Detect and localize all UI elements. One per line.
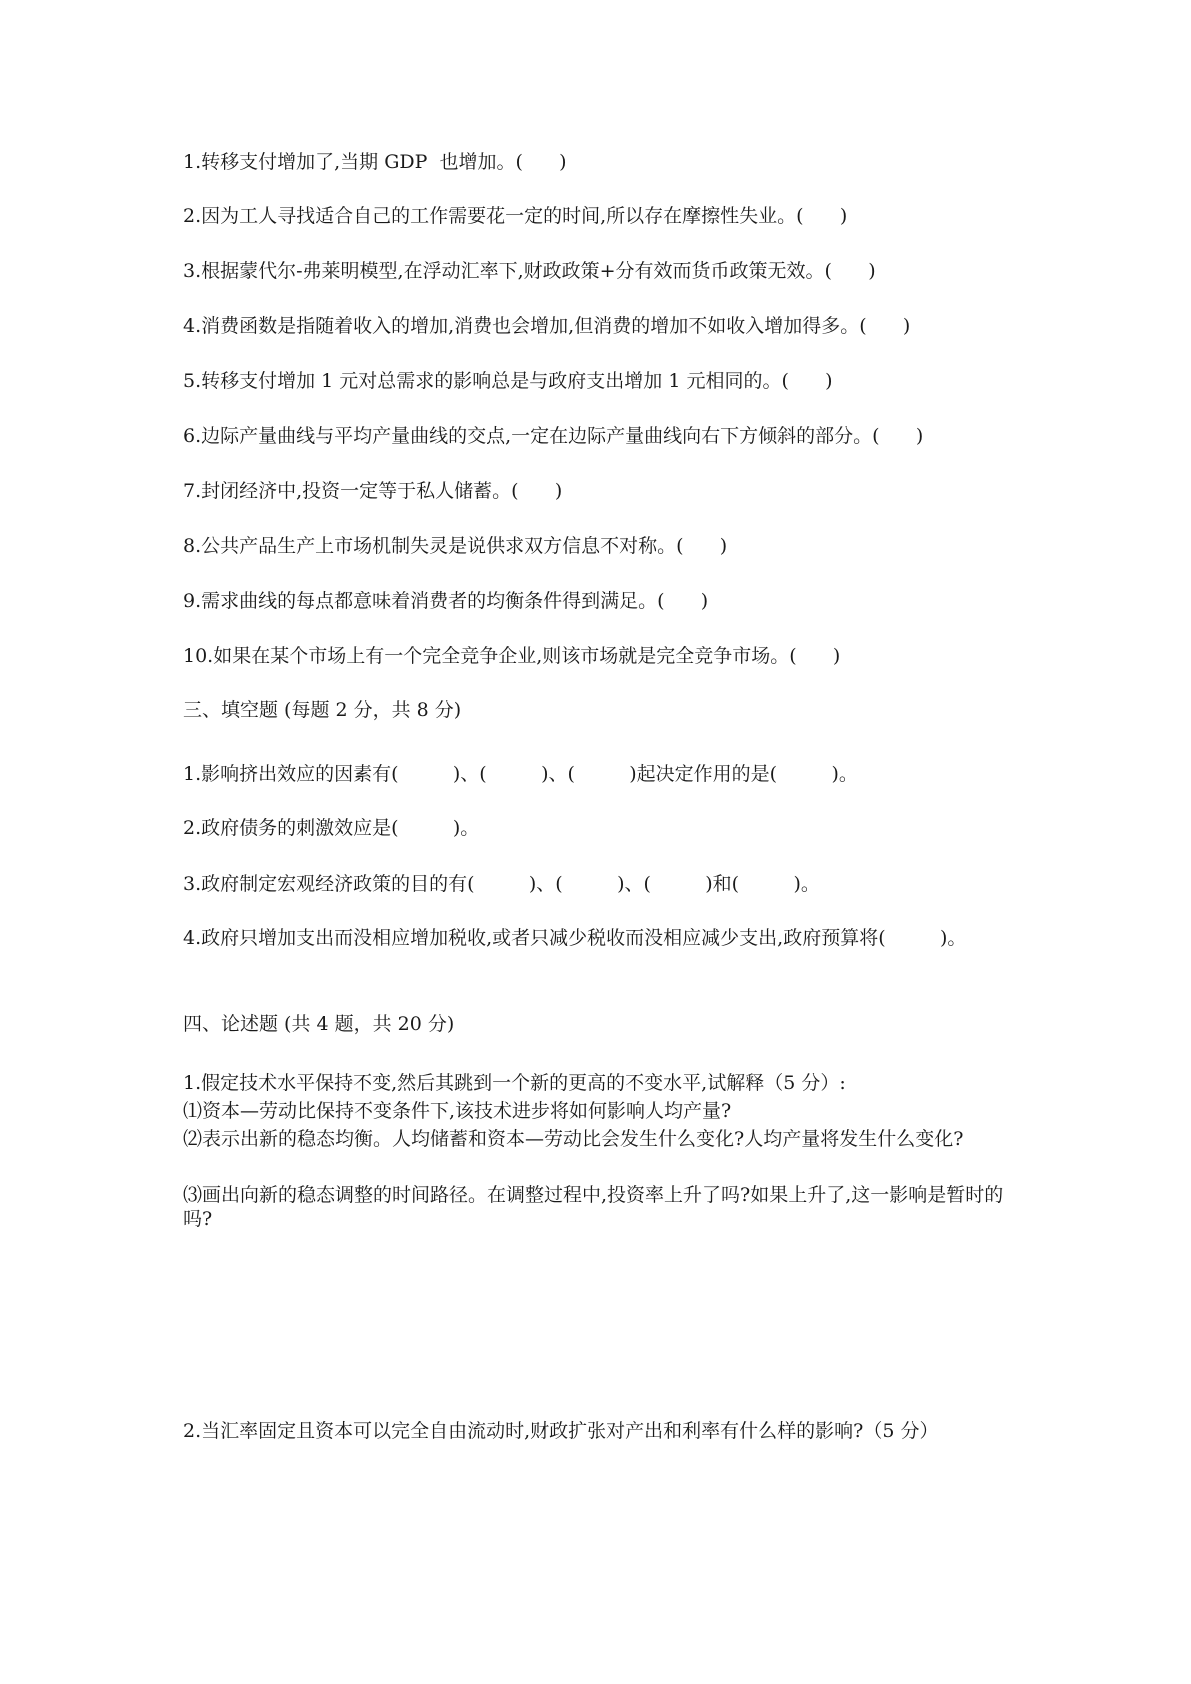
judge-question-8: 8.公共产品生产上市场机制失灵是说供求双方信息不对称。( ) (183, 535, 728, 557)
judge-question-4: 4.消费函数是指随着收入的增加,消费也会增加,但消费的增加不如收入增加得多。( ) (183, 315, 911, 337)
fill-question-1: 1.影响挤出效应的因素有( )、( )、( )起决定作用的是( )。 (183, 763, 858, 785)
judge-question-2: 2.因为工人寻找适合自己的工作需要花一定的时间,所以存在摩擦性失业。( ) (183, 205, 848, 227)
fill-question-2: 2.政府债务的刺激效应是( )。 (183, 817, 480, 839)
fill-question-4: 4.政府只增加支出而没相应增加税收,或者只减少税收而没相应减少支出,政府预算将( )。 (183, 927, 967, 949)
essay-question-1-part-3: ⑶画出向新的稳态调整的时间路径。在调整过程中,投资率上升了吗?如果上升了,这一影响是暂时的吗? (183, 1184, 1004, 1230)
fill-question-3: 3.政府制定宏观经济政策的目的有( )、( )、( )和( )。 (183, 873, 820, 895)
essay-question-1-stem: 1.假定技术水平保持不变,然后其跳到一个新的更高的不变水平,试解释（5 分）: (183, 1072, 846, 1094)
judge-question-5: 5.转移支付增加 1 元对总需求的影响总是与政府支出增加 1 元相同的。( ) (183, 370, 833, 392)
judge-question-9: 9.需求曲线的每点都意味着消费者的均衡条件得到满足。( ) (183, 590, 709, 612)
section4-heading: 四、论述题 (共 4 题，共 20 分) (183, 1013, 455, 1035)
judge-question-6: 6.边际产量曲线与平均产量曲线的交点,一定在边际产量曲线向右下方倾斜的部分。( ) (183, 425, 924, 447)
section3-heading: 三、填空题 (每题 2 分，共 8 分) (183, 699, 462, 721)
judge-question-10: 10.如果在某个市场上有一个完全竞争企业,则该市场就是完全竞争市场。( ) (183, 645, 841, 667)
essay-question-1-part-2: ⑵表示出新的稳态均衡。人均储蓄和资本—劳动比会发生什么变化?人均产量将发生什么变化? (183, 1128, 964, 1150)
judge-question-7: 7.封闭经济中,投资一定等于私人储蓄。( ) (183, 480, 563, 502)
judge-question-3: 3.根据蒙代尔-弗莱明模型,在浮动汇率下,财政政策+分有效而货币政策无效。( ) (183, 260, 876, 282)
essay-question-2: 2.当汇率固定且资本可以完全自由流动时,财政扩张对产出和利率有什么样的影响?（5 分） (183, 1420, 939, 1442)
essay-question-1-part-1: ⑴资本—劳动比保持不变条件下,该技术进步将如何影响人均产量? (183, 1100, 732, 1122)
judge-question-1: 1.转移支付增加了,当期 GDP 也增加。( ) (183, 151, 567, 173)
